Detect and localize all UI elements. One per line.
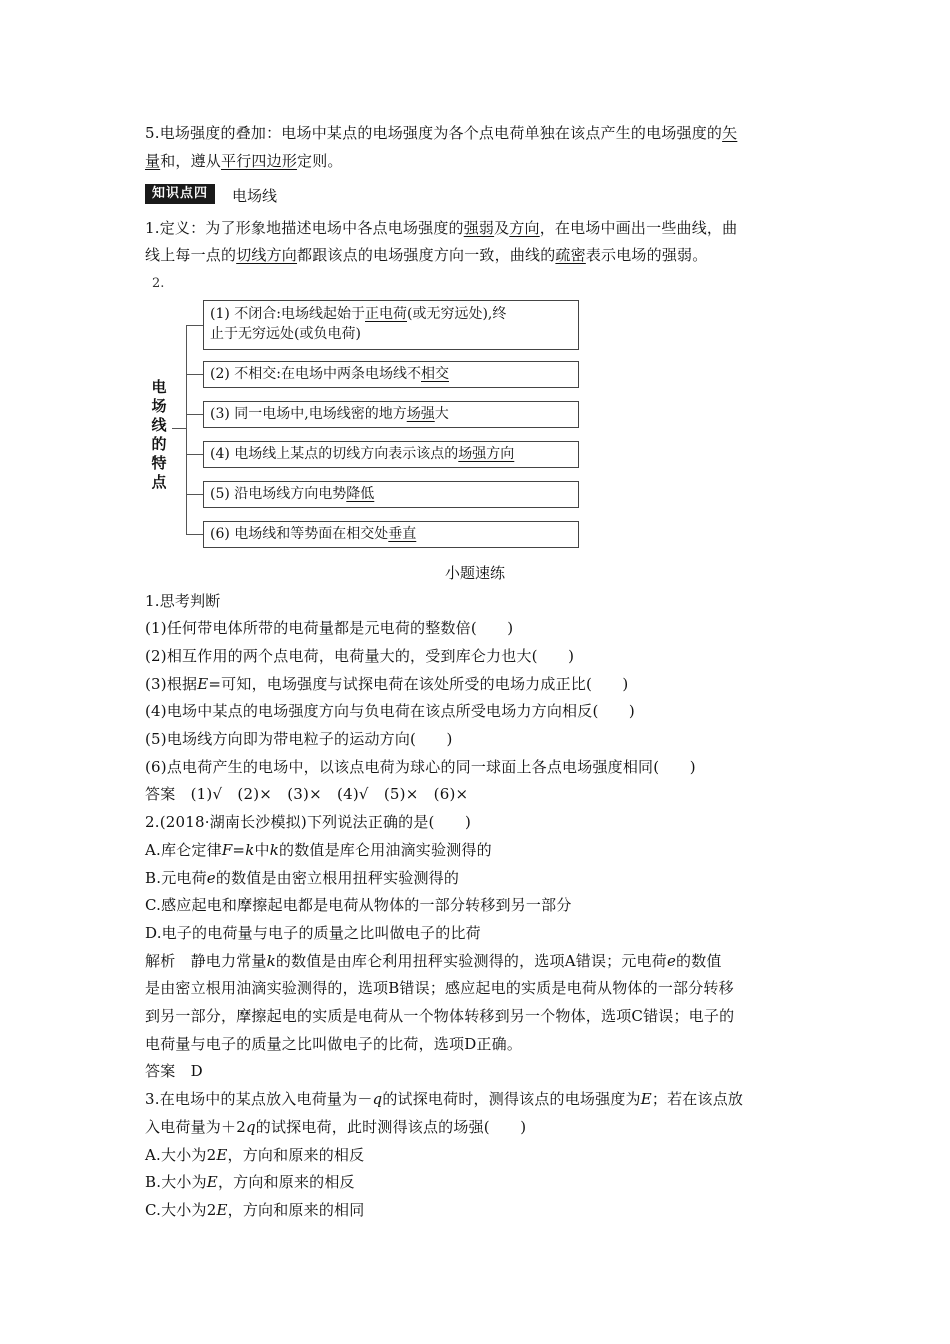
q1-item-5: (5)电场线方向即为带电粒子的运动方向( ) bbox=[145, 730, 453, 748]
paragraph-superposition-line2 bbox=[145, 151, 810, 171]
text: 定则。 bbox=[297, 152, 343, 170]
q2-answer: 答案 D bbox=[145, 1062, 203, 1080]
q3-stem-line2 bbox=[145, 1117, 810, 1137]
bracket-vertical bbox=[186, 325, 187, 535]
text: 大 bbox=[434, 406, 449, 422]
underlined-answer: 量 bbox=[145, 152, 161, 170]
q1-item-6: (6)点电荷产生的电场中，以该点电荷为球心的同一球面上各点电场强度相同( ) bbox=[145, 758, 696, 776]
label-char: 的 bbox=[151, 435, 167, 453]
math-symbol: q bbox=[245, 1118, 256, 1136]
q1-title: 1.思考判断 bbox=[145, 592, 221, 610]
knowledge-point-tag: 知识点四 bbox=[145, 184, 215, 204]
q2-analysis-line1 bbox=[145, 951, 810, 971]
text: 的数值 bbox=[676, 952, 722, 970]
text: 入电荷量为＋2 bbox=[145, 1118, 246, 1136]
underlined-answer: 平行四边形 bbox=[221, 152, 298, 170]
text: (2) 不相交:在电场中两条电场线不 bbox=[210, 366, 421, 382]
math-symbol: E bbox=[640, 1090, 652, 1108]
underlined-answer: 降低 bbox=[346, 486, 375, 502]
text: B.元电荷 bbox=[145, 869, 207, 887]
text: 表示电场的强弱。 bbox=[585, 246, 708, 264]
text: A.库仑定律 bbox=[145, 841, 222, 859]
q2-analysis-line3: 到另一部分，摩擦起电的实质是电荷从一个物体转移到另一个物体，选项C错误；电子的 bbox=[145, 1007, 735, 1025]
q2-option-b bbox=[145, 868, 810, 888]
underlined-answer: 方向 bbox=[509, 219, 540, 237]
q1-item-3 bbox=[145, 674, 810, 694]
feature-box-1 bbox=[203, 300, 579, 350]
text: (6) 电场线和等势面在相交处 bbox=[210, 526, 389, 542]
q2-analysis-line2: 是由密立根用油滴实验测得的，选项B错误；感应起电的实质是电荷从物体的一部分转移 bbox=[145, 979, 734, 997]
label-char: 场 bbox=[151, 397, 167, 415]
math-symbol: k bbox=[266, 952, 276, 970]
knowledge-point-title: 电场线 bbox=[232, 187, 278, 205]
label-char: 点 bbox=[151, 473, 167, 491]
text: 的数值是库仑用油滴实验测得的 bbox=[279, 841, 492, 859]
q3-option-a bbox=[145, 1145, 810, 1165]
q1-item-1: (1)任何带电体所带的电荷量都是元电荷的整数倍( ) bbox=[145, 619, 514, 637]
text: C.大小为2 bbox=[145, 1201, 217, 1219]
feature-box-2 bbox=[203, 361, 579, 388]
text: ；若在该点放 bbox=[651, 1090, 744, 1108]
bracket-arm bbox=[186, 325, 203, 326]
math-symbol: k bbox=[269, 841, 279, 859]
paragraph-superposition-line1 bbox=[145, 123, 810, 143]
text: B.大小为 bbox=[145, 1173, 207, 1191]
label-char: 电 bbox=[151, 378, 167, 396]
diagram-number: 2. bbox=[152, 276, 165, 291]
underlined-answer: 切线方向 bbox=[236, 246, 298, 264]
bracket-arm bbox=[186, 374, 203, 375]
diagram-left-label bbox=[148, 378, 170, 492]
bracket-arm bbox=[186, 534, 203, 535]
math-symbol: e bbox=[206, 869, 216, 887]
feature-box-5 bbox=[203, 481, 579, 508]
underlined-answer: 矢 bbox=[722, 124, 738, 142]
bracket-arm bbox=[186, 454, 203, 455]
text: 中 bbox=[254, 841, 270, 859]
text: (1) 不闭合:电场线起始于 bbox=[210, 306, 365, 322]
feature-box-6 bbox=[203, 521, 579, 548]
text: (5) 沿电场线方向电势 bbox=[210, 486, 347, 502]
section-title: 小题速练 bbox=[444, 564, 505, 582]
definition-line1 bbox=[145, 218, 810, 238]
math-symbol: E bbox=[206, 1173, 218, 1191]
text: 和，遵从 bbox=[160, 152, 222, 170]
text: ，方向和原来的相同 bbox=[227, 1201, 365, 1219]
q1-item-2: (2)相互作用的两个点电荷，电荷量大的，受到库仑力也大( ) bbox=[145, 647, 575, 665]
text: 1.定义：为了形象地描述电场中各点电场强度的 bbox=[145, 219, 464, 237]
bracket-arm bbox=[186, 414, 203, 415]
label-char: 线 bbox=[151, 416, 167, 434]
q1-item-4: (4)电场中某点的电场强度方向与负电荷在该点所受电场力方向相反( ) bbox=[145, 702, 635, 720]
underlined-answer: 相交 bbox=[421, 366, 449, 382]
underlined-answer: 正电荷 bbox=[365, 306, 407, 322]
bracket-stem bbox=[172, 428, 186, 429]
text: 的试探电荷时，测得该点的电场强度为 bbox=[382, 1090, 641, 1108]
q2-stem: 2.(2018·湖南长沙模拟)下列说法正确的是( ) bbox=[145, 813, 472, 831]
text: 及 bbox=[494, 219, 510, 237]
math-symbol: q bbox=[372, 1090, 383, 1108]
q2-option-a bbox=[145, 840, 810, 860]
math-symbol: E bbox=[197, 675, 209, 693]
text: (4) 电场线上某点的切线方向表示该点的 bbox=[210, 446, 459, 462]
q1-answer: 答案 (1)√ (2)× (3)× (4)√ (5)× (6)× bbox=[145, 785, 469, 803]
definition-line2 bbox=[145, 245, 810, 265]
text: 都跟该点的电场强度方向一致，曲线的 bbox=[297, 246, 556, 264]
text: 5.电场强度的叠加：电场中某点的电场强度为各个点电荷单独在该点产生的电场强度的 bbox=[145, 124, 723, 142]
math-symbol: F bbox=[221, 841, 233, 859]
text: (3) 同一电场中,电场线密的地方 bbox=[210, 406, 407, 422]
q3-option-b bbox=[145, 1172, 810, 1192]
text: 的试探电荷，此时测得该点的场强( ) bbox=[255, 1118, 527, 1136]
math-symbol: E bbox=[216, 1146, 228, 1164]
text: 的数值是由密立根用扭秤实验测得的 bbox=[215, 869, 460, 887]
text: = bbox=[232, 841, 246, 859]
text: 线上每一点的 bbox=[145, 246, 237, 264]
q3-stem-line1 bbox=[145, 1089, 810, 1109]
math-symbol: e bbox=[666, 952, 677, 970]
bracket-arm bbox=[186, 494, 203, 495]
underlined-answer: 强弱 bbox=[463, 219, 495, 237]
text: 3.在电场中的某点放入电荷量为－ bbox=[145, 1090, 373, 1108]
underlined-answer: 疏密 bbox=[555, 246, 586, 264]
q2-option-c: C.感应起电和摩擦起电都是电荷从物体的一部分转移到另一部分 bbox=[145, 896, 572, 914]
text: ，方向和原来的相反 bbox=[227, 1146, 365, 1164]
feature-box-3 bbox=[203, 401, 579, 428]
text: 解析 静电力常量 bbox=[145, 952, 267, 970]
text: ，在电场中画出一些曲线，曲 bbox=[539, 219, 738, 237]
math-symbol: E bbox=[216, 1201, 228, 1219]
underlined-answer: 场强 bbox=[406, 406, 435, 422]
text: 的数值是由库仑利用扭秤实验测得的，选项A错误；元电荷 bbox=[275, 952, 667, 970]
underlined-answer: 垂直 bbox=[388, 526, 417, 542]
text: 止于无穷远处(或负电荷) bbox=[210, 326, 361, 342]
q2-option-d: D.电子的电荷量与电子的质量之比叫做电子的比荷 bbox=[145, 924, 481, 942]
text: (或无穷远处),终 bbox=[407, 306, 507, 322]
text: (3)根据 bbox=[145, 675, 198, 693]
text: =可知，电场强度与试探电荷在该处所受的电场力成正比( ) bbox=[208, 675, 629, 693]
text: ，方向和原来的相反 bbox=[217, 1173, 355, 1191]
label-char: 特 bbox=[151, 454, 167, 472]
math-symbol: k bbox=[245, 841, 255, 859]
text: A.大小为2 bbox=[145, 1146, 217, 1164]
feature-box-4 bbox=[203, 441, 579, 468]
q2-analysis-line4: 电荷量与电子的质量之比叫做电子的比荷，选项D正确。 bbox=[145, 1035, 523, 1053]
q3-option-c bbox=[145, 1200, 810, 1220]
underlined-answer: 场强方向 bbox=[458, 446, 515, 462]
